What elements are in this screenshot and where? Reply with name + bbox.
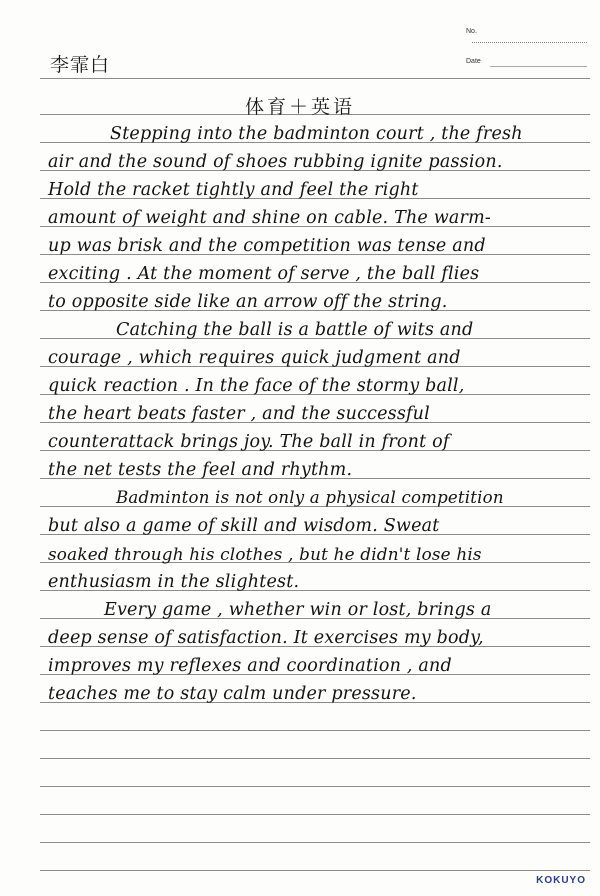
date-label: Date <box>466 58 481 65</box>
text-line: teaches me to stay calm under pressure. <box>48 684 417 704</box>
text-line: Stepping into the badminton court , the fresh <box>110 124 523 144</box>
ruled-line <box>40 870 590 871</box>
text-line: to opposite side like an arrow off the string. <box>48 292 448 312</box>
text-line: Every game , whether win or lost, brings a <box>104 600 492 620</box>
text-line: exciting . At the moment of serve , the ball flies <box>48 264 480 284</box>
ruled-line <box>40 758 590 759</box>
text-line: soaked through his clothes , but he didn't lose his <box>48 544 482 564</box>
text-line: but also a game of skill and wisdom. Sweat <box>48 516 440 536</box>
text-line: Catching the ball is a battle of wits and <box>116 320 474 340</box>
ruled-line <box>40 730 590 731</box>
ruled-line <box>40 814 590 815</box>
page-title: 体育＋英语 <box>244 96 355 118</box>
date-field-line <box>490 66 587 67</box>
text-line: the net tests the feel and rhythm. <box>48 460 353 480</box>
brand-logo: KOKUYO <box>536 875 586 886</box>
text-line: counterattack brings joy. The ball in front of <box>48 432 450 452</box>
text-line: amount of weight and shine on cable. The warm- <box>48 208 492 228</box>
ruled-line <box>40 842 590 843</box>
no-label: No. <box>466 28 477 35</box>
text-line: up was brisk and the competition was tense and <box>48 236 486 256</box>
text-line: enthusiasm in the slightest. <box>48 572 300 592</box>
author-name: 李霏白 <box>50 54 111 76</box>
text-line: Hold the racket tightly and feel the right <box>48 180 419 200</box>
text-line: quick reaction . In the face of the stormy ball, <box>48 376 465 396</box>
text-line: air and the sound of shoes rubbing ignite passion. <box>48 152 503 172</box>
no-field-line <box>472 42 587 43</box>
text-line: improves my reflexes and coordination , and <box>48 656 452 676</box>
text-line: courage , which requires quick judgment and <box>48 348 461 368</box>
text-line: Badminton is not only a physical competition <box>116 488 504 507</box>
text-line: the heart beats faster , and the successful <box>48 404 430 424</box>
ruled-line <box>40 78 590 79</box>
ruled-line <box>40 786 590 787</box>
text-line: deep sense of satisfaction. It exercises my body, <box>48 628 484 648</box>
